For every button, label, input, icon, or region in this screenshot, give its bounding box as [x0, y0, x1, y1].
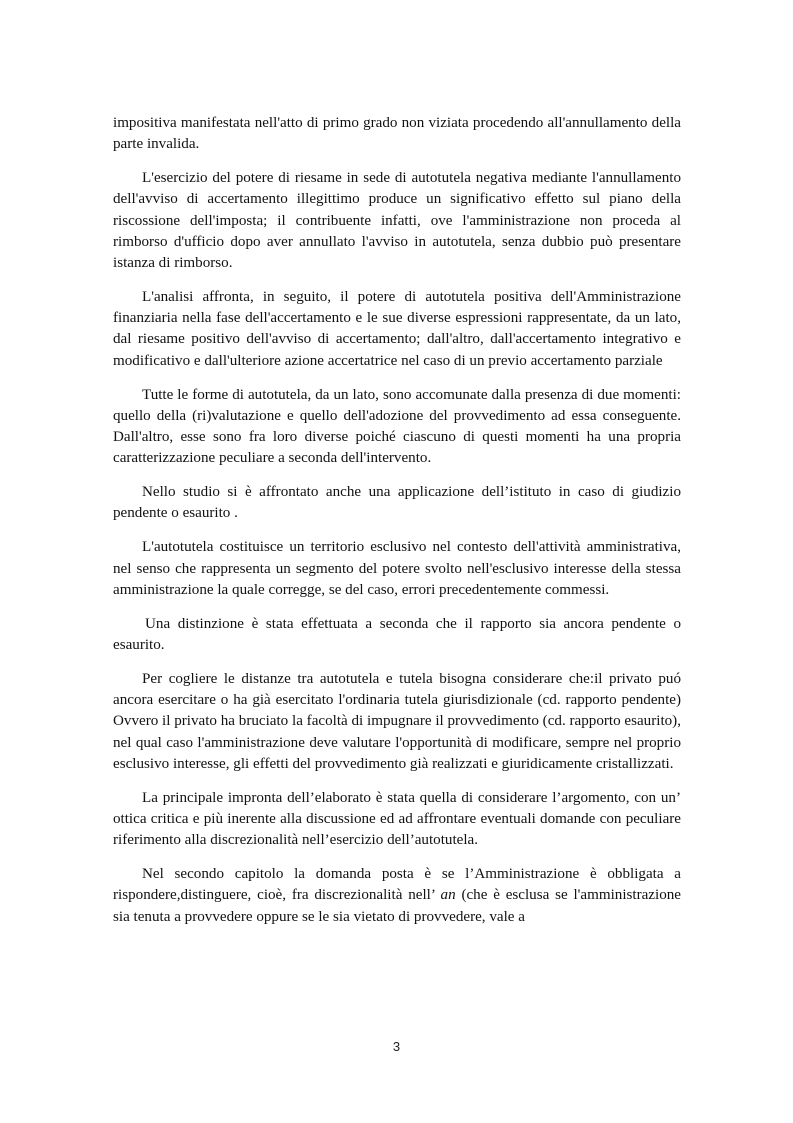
page-number: 3	[392, 1039, 401, 1054]
paragraph-continuation: impositiva manifestata nell'atto di primo grado non viziata procedendo all'annullamento della parte invalida.	[113, 115, 681, 153]
paragraph-impronta-elaborato: La principale impronta dell’elaborato è stata quella di considerare l’argomento, con un’ ottica critica e più inerente alla discussione ed ad affrontare eventuali domande con peculiare riferimento alla discrezionalità nell’esercizio dell’autotutela.	[113, 789, 681, 849]
paragraph-text-after-italic: (che è esclusa se l'amministrazione sia tenuta a provvedere oppure se le sia vietato di provvedere, vale a	[113, 887, 681, 925]
paragraph-forme-autotutela: Tutte le forme di autotutela, da un lato, sono accomunate dalla presenza di due momenti: quello della (ri)valutazione e quello dell'adozione del provvedimento ad essa conseguente. Dall'altro, esse sono fra loro diverse poiché ciascuno di questi momenti ha una propria caratterizzazione peculiare a seconda dell'intervento.	[113, 386, 681, 467]
paragraph-giudizio-pendente: Nello studio si è affrontato anche una applicazione dell’istituto in caso di giudizio pendente o esaurito .	[113, 484, 681, 522]
paragraph-autotutela-tutela: Per cogliere le distanze tra autotutela e tutela bisogna considerare che:il privato puó ancora esercitare o ha già esercitato l'ordinaria tutela giurisdizionale (cd. rapporto pendente) Ovvero il privato ha bruciato la facoltà di impugnare il provvedimento (cd. rapporto esaurito), nel qual caso l'amministrazione deve valutare l'opportunità di modificare, sempre nel proprio esclusivo interesse, gli effetti del provvedimento già realizzati e giuridicamente cristallizzati.	[113, 671, 681, 772]
paragraph-text-before-italic: Nel secondo capitolo la domanda posta è se l’Amministrazione è obbligata a rispondere,distinguere, cioè, fra discrezionalità nell’	[113, 866, 681, 904]
paragraph-secondo-capitolo	[113, 864, 681, 928]
paragraph-territorio-esclusivo: L'autotutela costituisce un territorio esclusivo nel contesto dell'attività amministrativa, nel senso che rappresenta un segmento del potere svolto nell'esclusivo interesse della stessa amministrazione la quale corregge, se del caso, errori precedentemente commessi.	[113, 539, 681, 598]
paragraph-riesame-negativo: L'esercizio del potere di riesame in sede di autotutela negativa mediante l'annullamento dell'avviso di accertamento illegittimo produce un significativo effetto sul piano della riscossione dell'imposta; il contribuente infatti, ove l'amministrazione non proceda al rimborso d'ufficio dopo aver annullato l'avviso in autotutela, senza dubbio può presentare istanza di rimborso.	[113, 170, 681, 272]
paragraph-autotutela-positiva: L'analisi affronta, in seguito, il potere di autotutela positiva dell'Amministrazione finanziaria nella fase dell'accertamento e le sue diverse espressioni rappresentate, da un lato, dal riesame positivo dell'avviso di accertamento; dall'altro, dall'accertamento integrativo e modificativo e dall'ulteriore azione accertatrice nel caso di un previo accertamento parziale	[113, 289, 681, 369]
italic-term-an: an	[440, 887, 456, 904]
document-page	[113, 113, 681, 941]
paragraph-distinzione: Una distinzione è stata effettuata a seconda che il rapporto sia ancora pendente o esaurito.	[113, 615, 681, 654]
